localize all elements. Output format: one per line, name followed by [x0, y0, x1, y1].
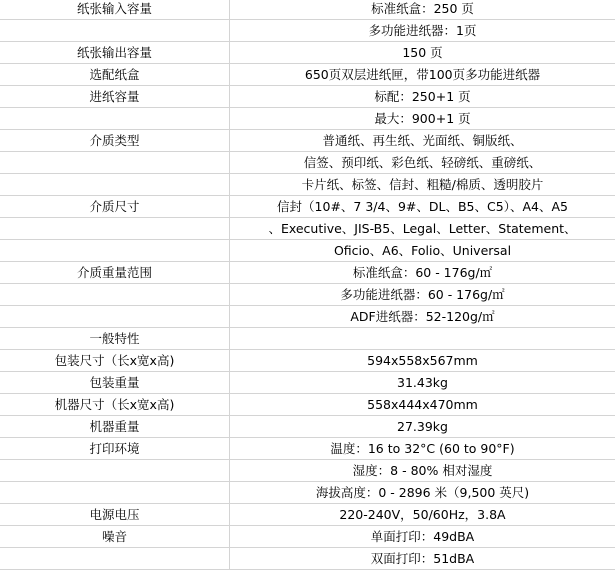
- spec-label-cell: 包装尺寸（长x宽x高): [0, 350, 230, 372]
- spec-label-cell: 纸张输出容量: [0, 42, 230, 64]
- table-row: [0, 42, 615, 64]
- spec-label-cell: 进纸容量: [0, 86, 230, 108]
- table-row: [0, 284, 615, 306]
- spec-value-cell: 650页双层进纸匣，带100页多功能进纸器: [230, 64, 615, 86]
- table-row: [0, 416, 615, 438]
- table-row: [0, 460, 615, 482]
- table-row: [0, 548, 615, 570]
- spec-label-cell: [0, 284, 230, 306]
- spec-value-cell: 标准纸盒：250 页: [230, 0, 615, 20]
- spec-label-cell: [0, 218, 230, 240]
- spec-value-cell: 150 页: [230, 42, 615, 64]
- spec-label-cell: 介质重量范围: [0, 262, 230, 284]
- table-row: [0, 86, 615, 108]
- spec-label-cell: 打印环境: [0, 438, 230, 460]
- spec-label-cell: [0, 20, 230, 42]
- spec-label-cell: [0, 306, 230, 328]
- spec-value-cell: 31.43kg: [230, 372, 615, 394]
- table-row: [0, 240, 615, 262]
- spec-label-cell: [0, 108, 230, 130]
- spec-label-cell: 纸张输入容量: [0, 0, 230, 20]
- table-row: [0, 262, 615, 284]
- spec-value-cell: 双面打印：51dBA: [230, 548, 615, 570]
- spec-label-cell: 一般特性: [0, 328, 230, 350]
- table-row: [0, 64, 615, 86]
- table-row: [0, 130, 615, 152]
- table-row: [0, 20, 615, 42]
- spec-value-cell: 标配：250+1 页: [230, 86, 615, 108]
- spec-label-cell: 电源电压: [0, 504, 230, 526]
- spec-label-cell: [0, 460, 230, 482]
- table-row: [0, 196, 615, 218]
- table-row: [0, 218, 615, 240]
- spec-label-cell: [0, 174, 230, 196]
- table-row: [0, 526, 615, 548]
- table-row: [0, 482, 615, 504]
- spec-value-cell: Oficio、A6、Folio、Universal: [230, 240, 615, 262]
- spec-value-cell: 温度：16 to 32°C (60 to 90°F): [230, 438, 615, 460]
- table-row: [0, 372, 615, 394]
- spec-label-cell: [0, 548, 230, 570]
- table-row: [0, 152, 615, 174]
- spec-value-cell: 湿度：8 - 80% 相对湿度: [230, 460, 615, 482]
- spec-value-cell: 卡片纸、标签、信封、粗糙/棉质、透明胶片: [230, 174, 615, 196]
- table-row: [0, 306, 615, 328]
- spec-label-cell: [0, 482, 230, 504]
- table-row: [0, 350, 615, 372]
- spec-value-cell: 单面打印：49dBA: [230, 526, 615, 548]
- spec-value-cell: 信封（10#、7 3/4、9#、DL、B5、C5）、A4、A5: [230, 196, 615, 218]
- spec-value-cell: 海拔高度：0 - 2896 米（9,500 英尺): [230, 482, 615, 504]
- spec-value-cell: 558x444x470mm: [230, 394, 615, 416]
- spec-value-cell: 594x558x567mm: [230, 350, 615, 372]
- spec-value-cell: 普通纸、再生纸、光面纸、铜版纸、: [230, 130, 615, 152]
- spec-label-cell: 机器尺寸（长x宽x高): [0, 394, 230, 416]
- spec-label-cell: 包装重量: [0, 372, 230, 394]
- spec-label-cell: [0, 240, 230, 262]
- spec-value-cell: 、Executive、JIS-B5、Legal、Letter、Statement、: [230, 218, 615, 240]
- spec-value-cell: 多功能进纸器：1页: [230, 20, 615, 42]
- table-row: [0, 328, 615, 350]
- spec-label-cell: 介质类型: [0, 130, 230, 152]
- spec-label-cell: 介质尺寸: [0, 196, 230, 218]
- spec-value-cell: 最大：900+1 页: [230, 108, 615, 130]
- spec-label-cell: 选配纸盒: [0, 64, 230, 86]
- table-row: [0, 438, 615, 460]
- spec-value-cell: [230, 328, 615, 350]
- spec-label-cell: 噪音: [0, 526, 230, 548]
- spec-value-cell: 标准纸盒：60 - 176g/㎡: [230, 262, 615, 284]
- table-row: [0, 504, 615, 526]
- spec-label-cell: [0, 152, 230, 174]
- spec-value-cell: 220-240V，50/60Hz，3.8A: [230, 504, 615, 526]
- spec-value-cell: 27.39kg: [230, 416, 615, 438]
- spec-value-cell: 信签、预印纸、彩色纸、轻磅纸、重磅纸、: [230, 152, 615, 174]
- table-row: [0, 394, 615, 416]
- spec-value-cell: ADF进纸器：52-120g/㎡: [230, 306, 615, 328]
- table-row: [0, 0, 615, 20]
- spec-value-cell: 多功能进纸器：60 - 176g/㎡: [230, 284, 615, 306]
- spec-label-cell: 机器重量: [0, 416, 230, 438]
- table-row: [0, 108, 615, 130]
- table-row: [0, 174, 615, 196]
